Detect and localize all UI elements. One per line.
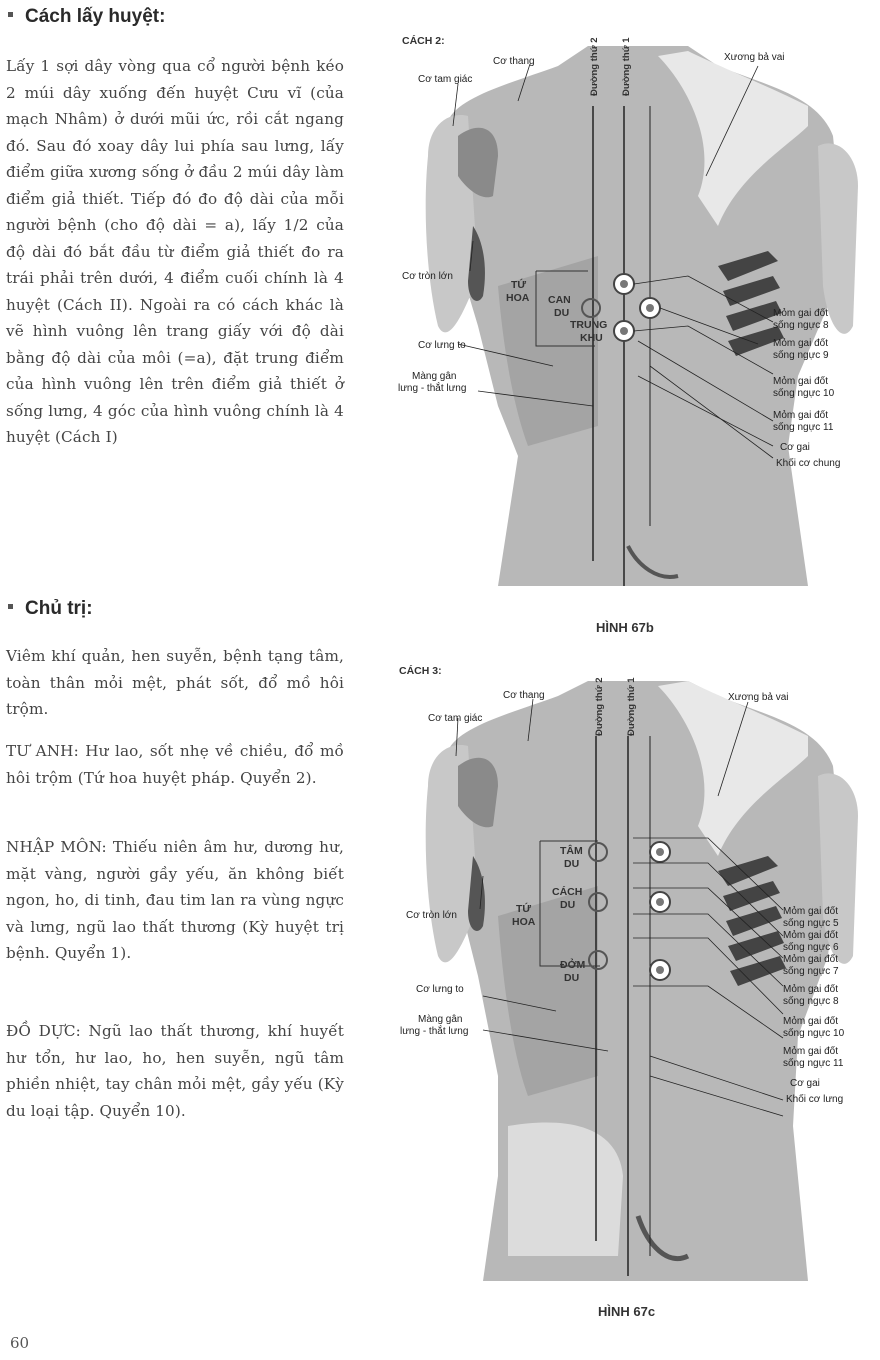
label-hoa: HOA [506,292,530,304]
figure-heading: CÁCH 2: [402,35,445,47]
paragraph-chu-tri: Viêm khí quản, hen suyễn, bệnh tạng tâm, toàn thân mỏi mệt, phát sốt, đổ mồ hôi trộm. [6,647,344,718]
figure-67c [388,656,880,1326]
label-tu: TỨ [511,279,527,291]
label-xuong-ba-vai: Xương bả vai [728,692,789,703]
label-du: DU [560,899,576,911]
figure-67b-illustration [388,26,880,606]
label-co-thang: Cơ thang [493,56,535,67]
label-hoa: HOA [512,916,536,928]
label-song-nguc-10: sống ngực 10 [783,1028,845,1039]
label-co-tam-giac: Cơ tam giác [428,713,483,724]
label-du: DU [564,972,580,984]
label-song-nguc-7: sống ngực 7 [783,966,839,977]
paragraph-cach-lay-huyet: Lấy 1 sợi dây vòng qua cổ người bệnh kéo 2 múi dây xuống đến huyệt Cưu vĩ (của mạch Nhâm) ở dưới mũi ức, rồi cắt ngang đó. Sau đó xoay dây lui phía sau lưng, lấy điểm giữa xương sống ở đầu 2 múi dây làm điểm giả thiết. Tiếp đó đo độ dài của mỗi người bệnh (cho độ dài = a), lấy 1/2 của độ dài đó bắt đầu từ điểm giả thiết đo ra trái phải trên dưới, 4 điểm cuối chính là 4 huyệt (Cách II). Ngoài ra có cách khác là vẽ hình vuông lên trang giấy với độ dài bằng độ dài của môi (=a), đặt trung điểm của hình vuông lên trên điểm giả thiết ở sống lưng, 4 góc của hình vuông chính là 4 huyệt (Cách I) [6,57,344,446]
label-khoi-co-lung: Khối cơ lưng [786,1094,844,1105]
label-du: DU [564,858,580,870]
label-du: DU [554,307,570,319]
label-song-nguc-11: sống ngực 11 [773,422,834,433]
label-co-lung-to: Cơ lưng to [418,340,466,351]
label-mang-gan: Màng gân [412,371,457,382]
section-title-text: Chủ trị: [25,598,93,619]
paragraph-nhap-mon: NHẬP MÔN: Thiếu niên âm hư, dương hư, mặt vàng, người gầy yếu, ăn không biết ngon, ho, di tinh, đau tim lan ra vùng ngực và lưng, ngũ lao thất thương (Kỳ huyệt trị bệnh. Quyển 1). [6,838,344,962]
paragraph-tu-anh: TƯ ANH: Hư lao, sốt nhẹ về chiều, đổ mồ hôi trộm (Tứ hoa huyệt pháp. Quyển 2). [6,742,344,787]
figure-67c-illustration [388,656,880,1286]
figure-67c-caption: HÌNH 67c [598,1304,656,1319]
lower-back-highlight [508,1123,623,1256]
label-khoi-co-chung: Khối cơ chung [776,458,841,469]
label-mang-gan: Màng gân [418,1014,463,1025]
page-number: 60 [10,1334,30,1352]
label-tu: TỨ [516,903,532,915]
label-dom: ĐỞM [560,959,586,971]
label-co-lung-to: Cơ lưng to [416,984,464,995]
label-mom-gai-5: Mỏm gai đốt [783,906,839,917]
label-can: CAN [548,294,571,306]
label-mom-gai-6: Mỏm gai đốt [783,930,839,941]
label-khu: KHU [580,332,603,344]
label-duong-thu-2: Đường thứ 2 [594,677,605,736]
label-mom-gai-8: Mỏm gai đốt [783,984,839,995]
label-song-nguc-9: sống ngực 9 [773,350,829,361]
label-mom-gai-10: Mỏm gai đốt [783,1016,839,1027]
label-mom-gai-10: Mỏm gai đốt [773,376,829,387]
label-song-nguc-8: sống ngực 8 [783,996,839,1007]
label-co-thang: Cơ thang [503,690,545,701]
label-mom-gai-7: Mỏm gai đốt [783,954,839,965]
section-title-cach-lay-huyet [6,6,165,28]
label-mom-gai-8: Mỏm gai đốt [773,308,829,319]
label-duong-thu-1: Đường thứ 1 [626,677,637,736]
label-co-gai: Cơ gai [790,1078,820,1089]
section-title-chu-tri [6,598,93,620]
label-cach: CÁCH [552,886,583,898]
label-lung-that-lung: lưng - thắt lưng [398,383,467,394]
paragraph-do-duc: ĐỒ DỰC: Ngũ lao thất thương, khí huyết hư tổn, hư lao, ho, hen suyễn, ngũ tâm phiền nhiệt, tay chân mỏi mệt, gầy yếu (Kỳ du loại tập. Quyển 10). [6,1022,344,1120]
label-co-tron-lon: Cơ tròn lớn [406,910,457,921]
figure-67b [388,26,880,636]
figure-67b-caption: HÌNH 67b [596,620,654,635]
label-trung: TRUNG [570,319,608,331]
label-lung-that-lung: lưng - thắt lưng [400,1026,469,1037]
label-co-tron-lon: Cơ tròn lớn [402,271,453,282]
label-song-nguc-10: sống ngực 10 [773,388,835,399]
label-song-nguc-11: sống ngực 11 [783,1058,844,1069]
label-mom-gai-9: Mỏm gai đốt [773,338,829,349]
bullet-icon [8,12,13,17]
label-song-nguc-8: sống ngực 8 [773,320,829,331]
label-co-tam-giac: Cơ tam giác [418,74,473,85]
figure-heading: CÁCH 3: [399,665,442,677]
label-mom-gai-11: Mỏm gai đốt [783,1046,839,1057]
label-song-nguc-5: sống ngực 5 [783,918,839,929]
label-xuong-ba-vai: Xương bả vai [724,52,785,63]
bullet-icon [8,604,13,609]
label-duong-thu-2: Đường thứ 2 [589,37,600,96]
label-mom-gai-11: Mỏm gai đốt [773,410,829,421]
label-co-gai: Cơ gai [780,442,810,453]
label-tam: TÂM [560,845,583,857]
label-duong-thu-1: Đường thứ 1 [621,37,632,96]
section-title-text: Cách lấy huyệt: [25,6,166,27]
label-song-nguc-6: sống ngực 6 [783,942,839,953]
